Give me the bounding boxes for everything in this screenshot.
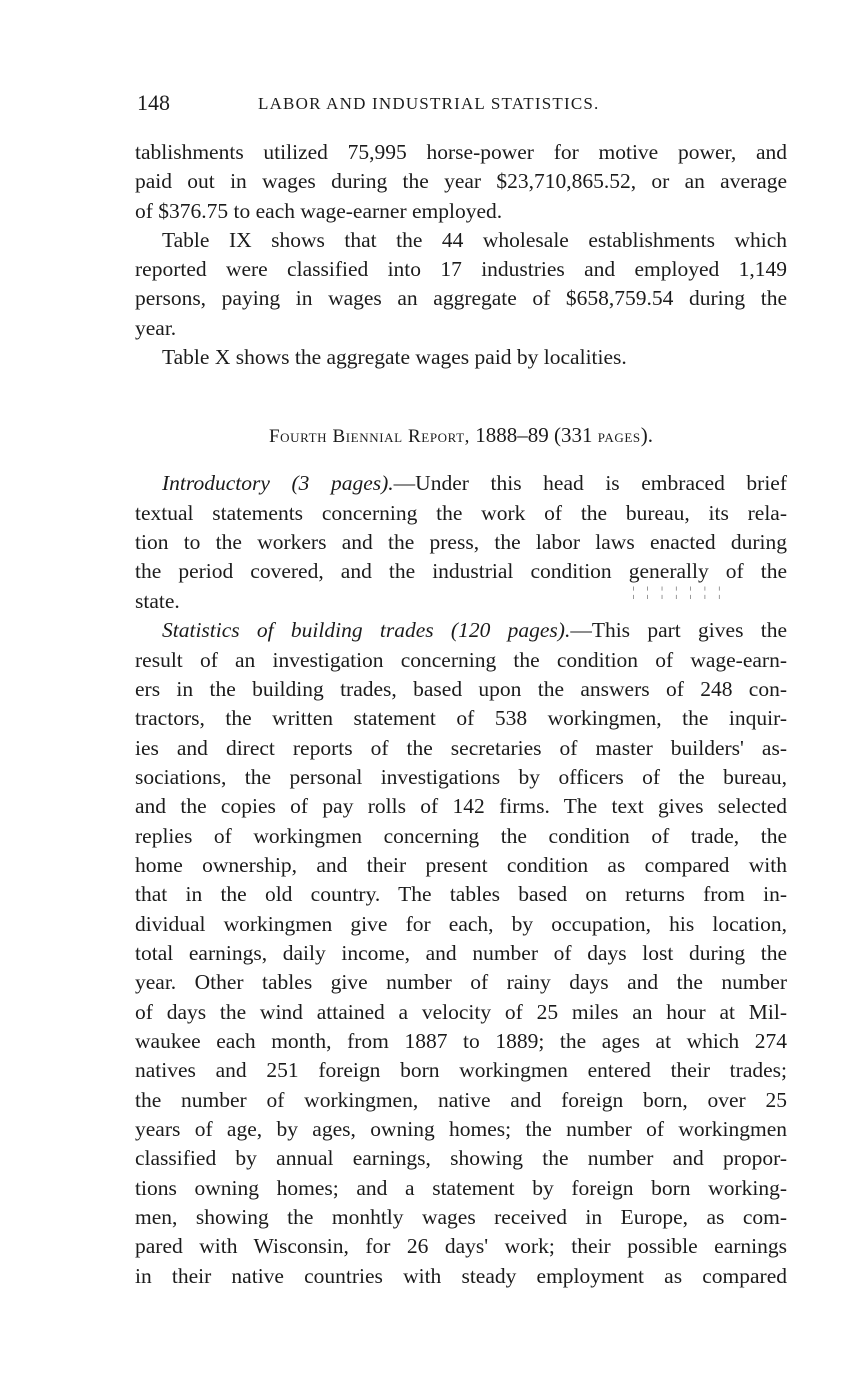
body-line: that in the old country. The tables based on returns from in- (135, 882, 787, 906)
body-line: textual statements concerning the work of the bureau, its rela- (135, 501, 787, 525)
body-line: men, showing the monhtly wages received in Europe, as com- (135, 1205, 787, 1229)
section-heading-close: ). (640, 423, 654, 447)
section-heading-pages: pages (597, 426, 641, 447)
body-line: of days the wind attained a velocity of 25 miles an hour at Mil- (135, 1000, 787, 1024)
body-line: of $376.75 to each wage-earner employed. (135, 199, 503, 223)
body-line: total earnings, daily income, and number of days lost during the (135, 941, 787, 965)
body-line: natives and 251 foreign born workingmen entered their trades; (135, 1058, 787, 1082)
body-line: pared with Wisconsin, for 26 days' work; their possible earnings (135, 1234, 787, 1258)
paragraph-lead-italic: Statistics of building trades (120 pages). (162, 618, 571, 642)
body-line: waukee each month, from 1887 to 1889; the ages at which 274 (135, 1029, 787, 1053)
body-line: paid out in wages during the year $23,710,865.52, or an average (135, 169, 787, 193)
running-head: LABOR AND INDUSTRIAL STATISTICS. (258, 94, 600, 113)
body-line: tablishments utilized 75,995 horse-power for motive power, and (135, 140, 787, 164)
body-line: sociations, the personal investigations by officers of the bureau, (135, 765, 787, 789)
body-line: tractors, the written statement of 538 workingmen, the inquir- (135, 706, 787, 730)
body-line: tion to the workers and the press, the labor laws enacted during (135, 530, 787, 554)
paragraph-lead-line (162, 469, 787, 498)
body-line: persons, paying in wages an aggregate of $658,759.54 during the (135, 286, 787, 310)
paragraph-lead-italic: Introductory (3 pages). (162, 471, 394, 495)
body-line: classified by annual earnings, showing the number and propor- (135, 1146, 787, 1170)
body-line: state. (135, 589, 180, 613)
body-line: replies of workingmen concerning the condition of trade, the (135, 824, 787, 848)
body-line: year. (135, 316, 177, 340)
body-line: in their native countries with steady employment as compared (135, 1264, 787, 1288)
body-line: result of an investigation concerning the condition of wage-earn- (135, 648, 787, 672)
paragraph-lead-text: —Under this head is embraced brief (393, 471, 787, 495)
section-heading-years: 1888–89 (331 (470, 423, 598, 447)
body-line: home ownership, and their present condition as compared with (135, 853, 787, 877)
body-line: Table IX shows that the 44 wholesale establishments which (162, 228, 787, 252)
body-line: reported were classified into 17 industries and employed 1,149 (135, 257, 787, 281)
paragraph-lead-text: —This part gives the (570, 618, 787, 642)
body-line: the period covered, and the industrial condition generally of the (135, 559, 787, 583)
body-line: and the copies of pay rolls of 142 firms. The text gives selected (135, 794, 787, 818)
body-line: tions owning homes; and a statement by foreign born working- (135, 1176, 787, 1200)
body-line: Table X shows the aggregate wages paid by localities. (162, 345, 627, 369)
body-line: ers in the building trades, based upon the answers of 248 con- (135, 677, 787, 701)
print-speck: ¦ ¦ ¦ ¦ ¦ ¦ ¦ (632, 585, 725, 600)
body-line: ies and direct reports of the secretaries of master builders' as- (135, 736, 787, 760)
section-heading (135, 420, 787, 452)
body-line: the number of workingmen, native and foreign born, over 25 (135, 1088, 787, 1112)
paragraph-lead-line (162, 616, 787, 645)
section-heading-report: Fourth Biennial Report, (268, 426, 471, 447)
page-number: 148 (137, 90, 170, 115)
body-line: years of age, by ages, owning homes; the number of workingmen (135, 1117, 787, 1141)
body-line: dividual workingmen give for each, by occupation, his location, (135, 912, 787, 936)
body-line: year. Other tables give number of rainy days and the number (135, 970, 787, 994)
